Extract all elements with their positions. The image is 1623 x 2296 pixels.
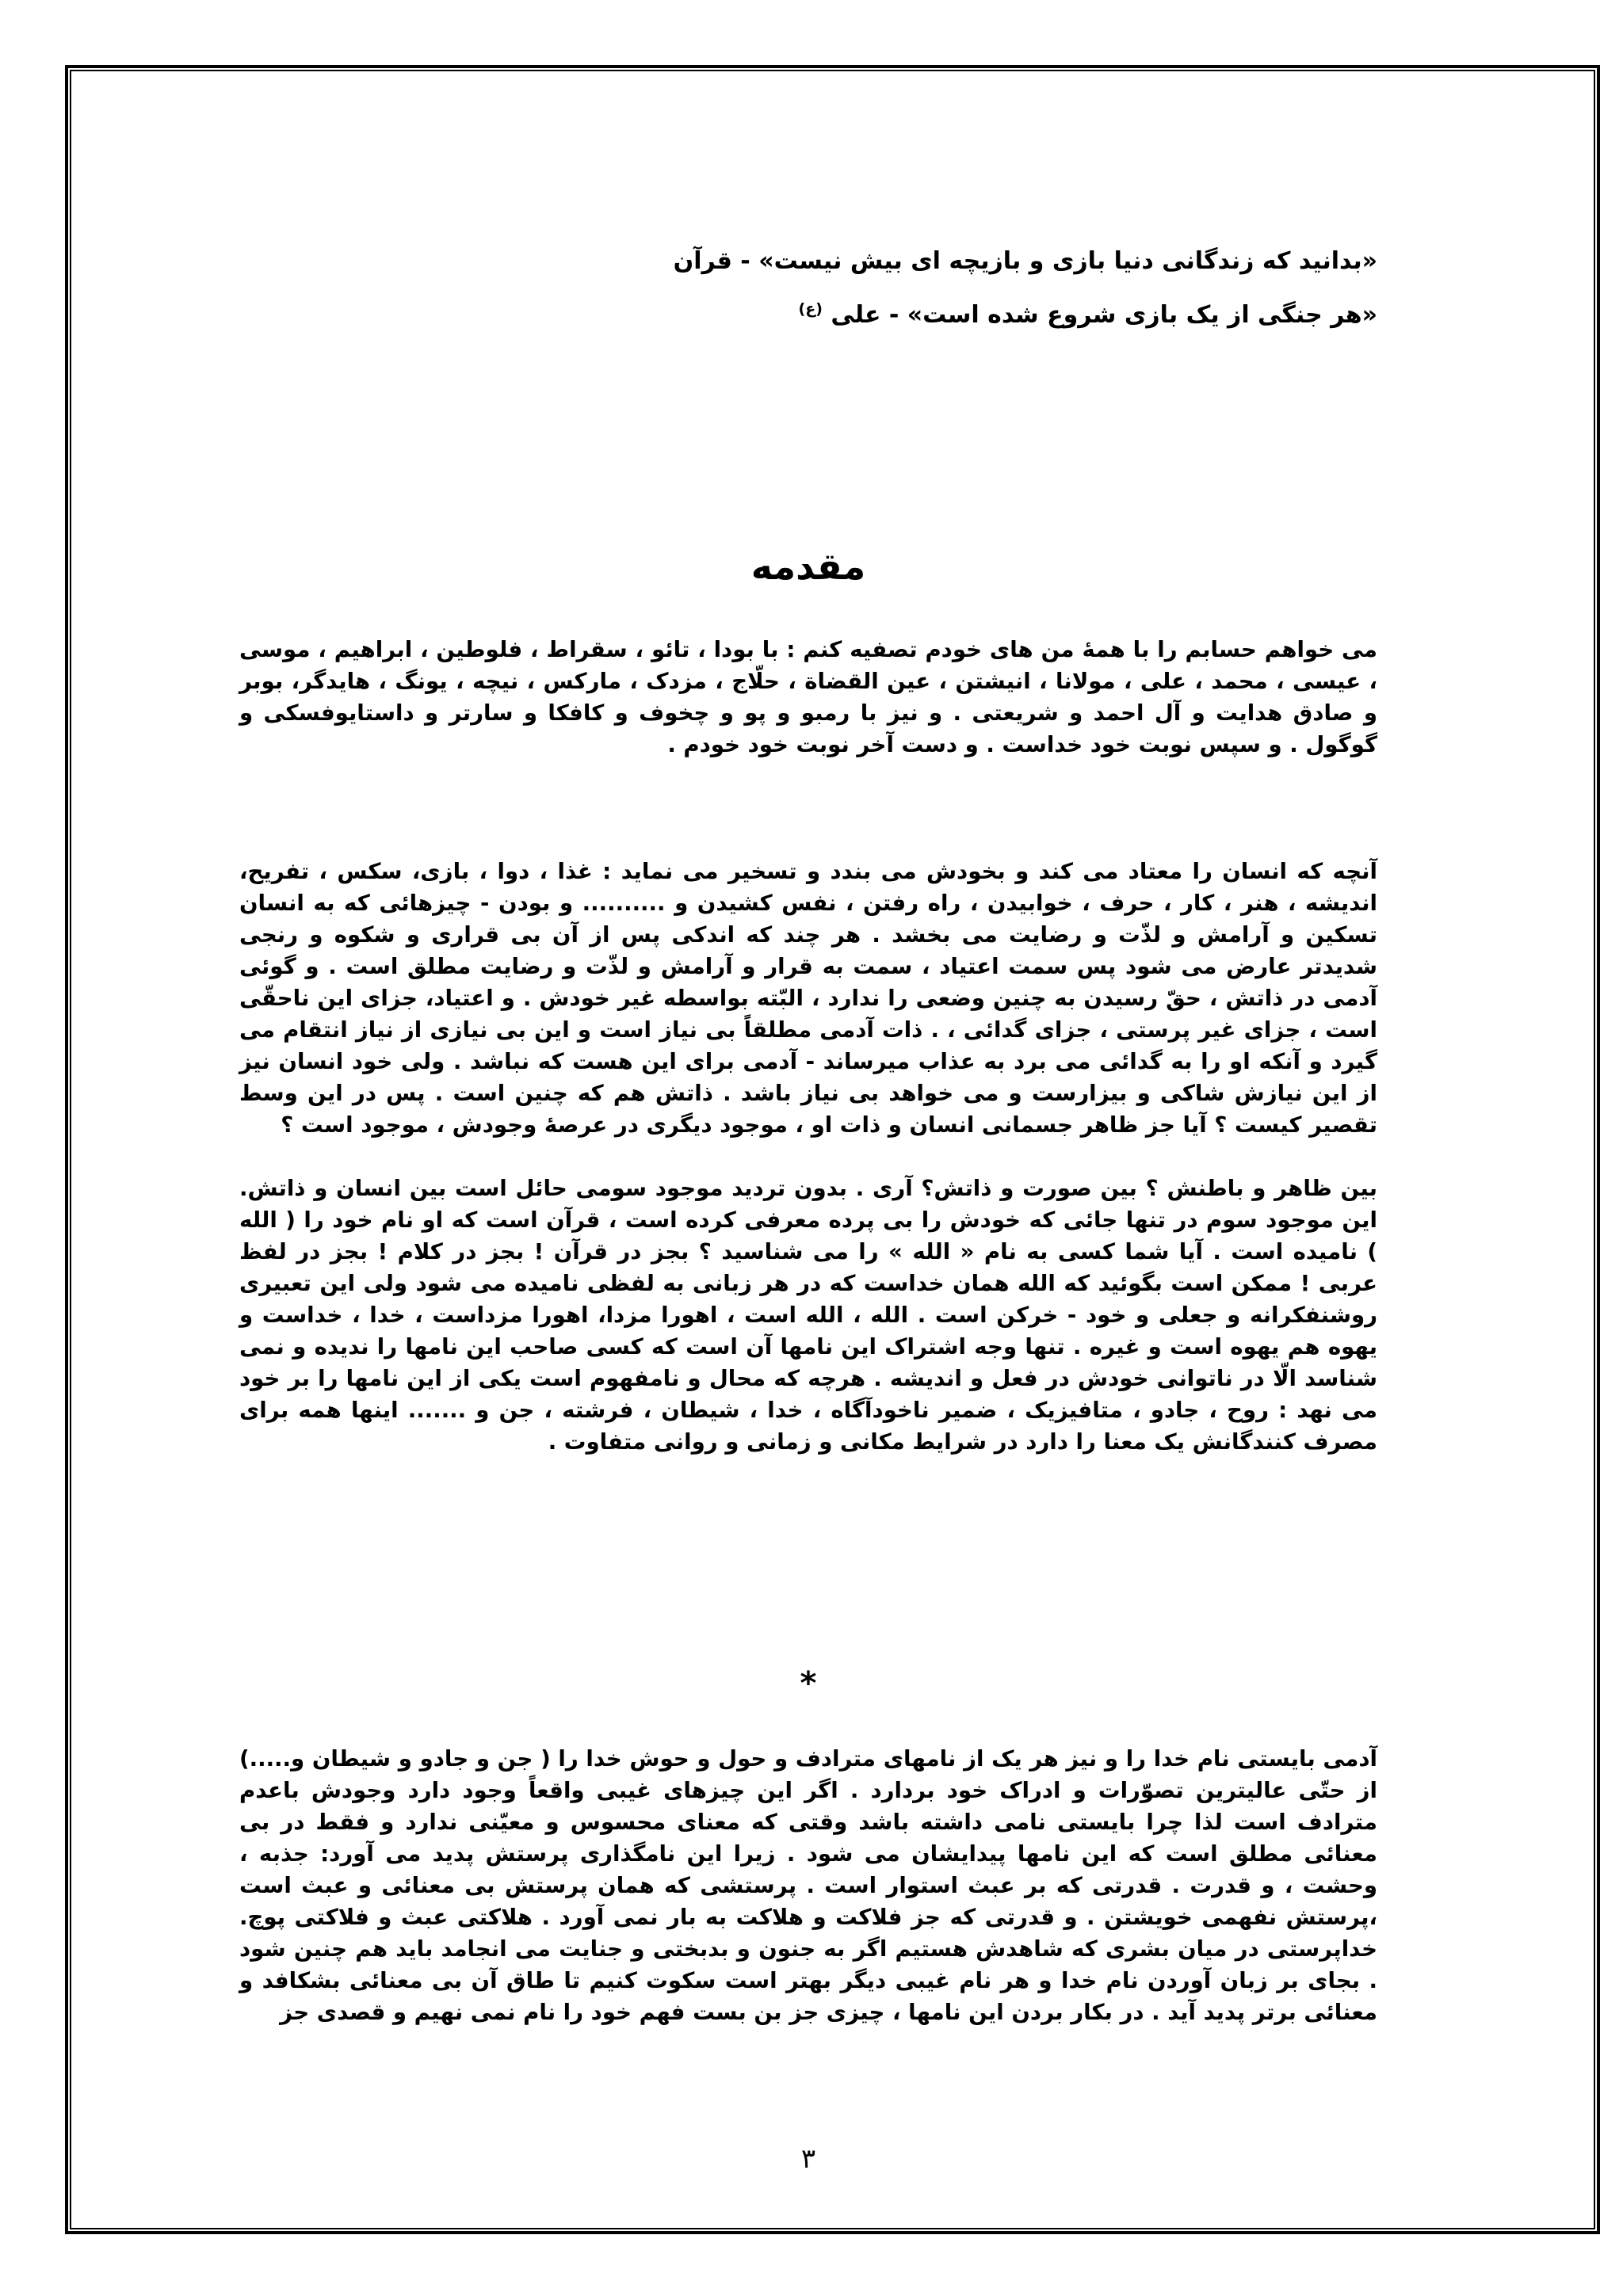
epigraph-ali-mark: (ع) — [798, 300, 823, 318]
paragraph-1: می خواهم حسابم را با همهٔ من های خودم تصفیه کنم : با بودا ، تائو ، سقراط ، فلوطین ، ابراهیم ، موسی ، عیسی ، محمد ، علی ، مولانا ، انیشتن ، عین القضاة ، حلّاج ، مزدک ، مارکس ، نیچه ، یونگ ، هایدگر، بوبر و صادق هدایت و آل احمد و شریعتی . و نیز با رمبو و پو و چخوف و کافکا و سارتر و داستایوفسکی و گوگول . و سپس نوبت خود خداست . و دست آخر نوبت خود خودم . — [239, 636, 1377, 757]
epigraph-ali — [239, 285, 1377, 339]
section-separator: * — [800, 1665, 817, 1702]
paragraph-3: بین ظاهر و باطنش ؟ بین صورت و ذاتش؟ آری . بدون تردید موجود سومی حائل است بین انسان و ذاتش. این موجود سوم در تنها جائی که خودش را بی پرده معرفی کرده است ، قرآن است که او نام خود را ( الله ) نامیده است . آیا شما کسی به نام « الله » را می شناسید ؟ بجز در قرآن ! بجز در کلام ! بجز در لفظ عربی ! ممکن است بگوئید که الله همان خداست که در هر زبانی به لفظی نامیده می شود ولی این تعبیری روشنفکرانه و جعلی و خود - خرکن است . الله ، الله است ، اهورا مزدا، اهورا مزداست ، خدا ، خداست و یهوه هم یهوه است و غیره . تنها وجه اشتراک این نامها آن است که کسی صاحب این نامها را ندیده و نمی شناسد الّا در ناتوانی خودش در فعل و اندیشه . هرچه که محال و نامفهوم است یکی از این نامها را بر خود می نهد : روح ، جادو ، متافیزیک ، ضمیر ناخودآگاه ، خدا ، شیطان ، فرشته ، جن و ....... اینها همه برای مصرف کنندگانش یک معنا را دارد در شرایط مکانی و زمانی و روانی متفاوت . — [239, 1175, 1377, 1455]
page-title: مقدمه — [750, 545, 866, 588]
page-number: ۳ — [800, 2143, 816, 2175]
page-content — [239, 238, 1377, 2175]
paragraph-4: آدمی بایستی نام خدا را و نیز هر یک از نامهای مترادف و حول و حوش خدا را ( جن و جادو و شیطان و.....) از حتّی عالیترین تصوّرات و ادراک خود بردارد . اگر این چیزهای غیبی واقعاً وجود دارد وجودش باعدم مترادف است لذا چرا بایستی نامی داشته باشد وقتی که معنای محسوس و معیّنی ندارد و فقط در بی معنائی مطلق است که این نامها پیدایشان می شود . زیرا این نامگذاری پرستش پدید می آورد: جذبه ، وحشت ، و قدرت . قدرتی که بر عبث استوار است . پرستشی که همان پرستش بی معنائی و عبث است ،پرستش نفهمی خویشتن . و قدرتی که جز فلاکت و هلاکت به بار نمی آورد . هلاکتی عبث و فلاکتی پوچ. خداپرستی در میان بشری که شاهدش هستیم اگر به جنون و بدبختی و جنایت می انجامد باید هم چنین شود . بجای بر زبان آوردن نام خدا و هر نام غیبی دیگر بهتر است سکوت کنیم تا طاق آن بی معنائی بشکافد و معنائی برتر پدید آید . در بکار بردن این نامها ، چیزی جز بن بست فهم خود را نام نمی نهیم و قصدی جز — [239, 1745, 1377, 2025]
epigraph-quran: «بدانید که زندگانی دنیا بازی و بازیچه ای بیش نیست» - قرآن — [673, 247, 1377, 275]
paragraph-2: آنچه که انسان را معتاد می کند و بخودش می بندد و تسخیر می نماید : غذا ، دوا ، بازی، سکس ، تفریح، اندیشه ، هنر ، کار ، حرف ، خوابیدن ، راه رفتن ، نفس کشیدن و .......... و بودن - چیزهائی که به انسان تسکین و آرامش و لذّت و رضایت می بخشد . هر چند که اندکی پس از آن بی قراری و شکوه و رنجی شدیدتر عارض می شود پس سمت اعتیاد ، سمت به قرار و آرامش و لذّت و رضایت مطلق است . و گوئی آدمی در ذاتش ، حقّ رسیدن به چنین وضعی را ندارد ، البّته بواسطه غیر خودش . و اعتیاد، جزای این ناحقّی است ، جزای غیر پرستی ، جزای گدائی ، . ذات آدمی مطلقاً بی نیاز است و این بی نیازی از نیاز انتقام می گیرد و آنکه او را به گدائی می برد به عذاب میرساند - آدمی برای این هست که نباشد . ولی خود انسان نیز از این نیازش شاکی و بیزارست و می خواهد بی نیاز باشد . ذاتش هم که چنین است . پس در این وسط تقصیر کیست ؟ آیا جز ظاهر جسمانی انسان و ذات او ، موجود دیگری در عرصهٔ وجودش ، موجود است ؟ — [239, 858, 1377, 1138]
epigraph-ali-text: «هر جنگی از یک بازی شروع شده است» - علی — [831, 301, 1377, 329]
